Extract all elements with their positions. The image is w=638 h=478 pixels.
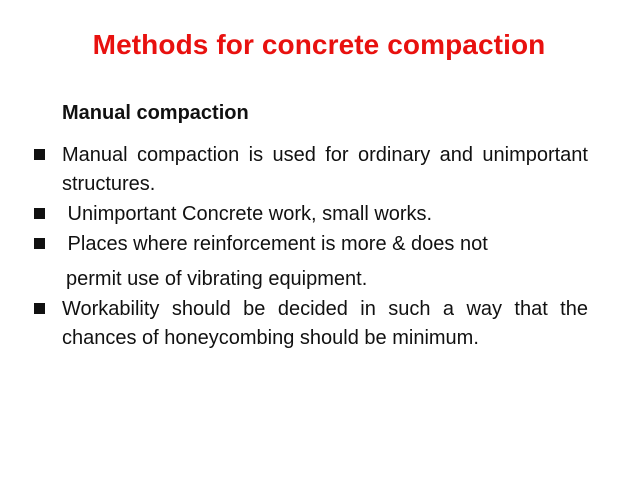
square-bullet-icon (34, 149, 45, 160)
bullet-item (33, 141, 588, 199)
slide-title: Methods for concrete compaction (92, 29, 546, 60)
section-subheading: Manual compaction (62, 102, 249, 124)
bullet-text-line: Places where reinforcement is more & does not (62, 233, 488, 255)
bullet-text: Manual compaction is used for ordinary and unimportant structures. (62, 144, 588, 195)
bullet-item (33, 200, 588, 229)
bullet-text (62, 230, 588, 294)
square-bullet-icon (34, 208, 45, 219)
bullet-text: Unimportant Concrete work, small works. (62, 203, 433, 225)
bullet-text: Workability should be decided in such a way that the chances of honeycombing should be minimum. (62, 298, 588, 349)
square-bullet-icon (34, 238, 45, 249)
bullet-list (33, 141, 588, 354)
bullet-item (33, 295, 588, 353)
bullet-text-line: permit use of vibrating equipment. (66, 268, 368, 290)
bullet-item (33, 230, 588, 294)
square-bullet-icon (34, 303, 45, 314)
